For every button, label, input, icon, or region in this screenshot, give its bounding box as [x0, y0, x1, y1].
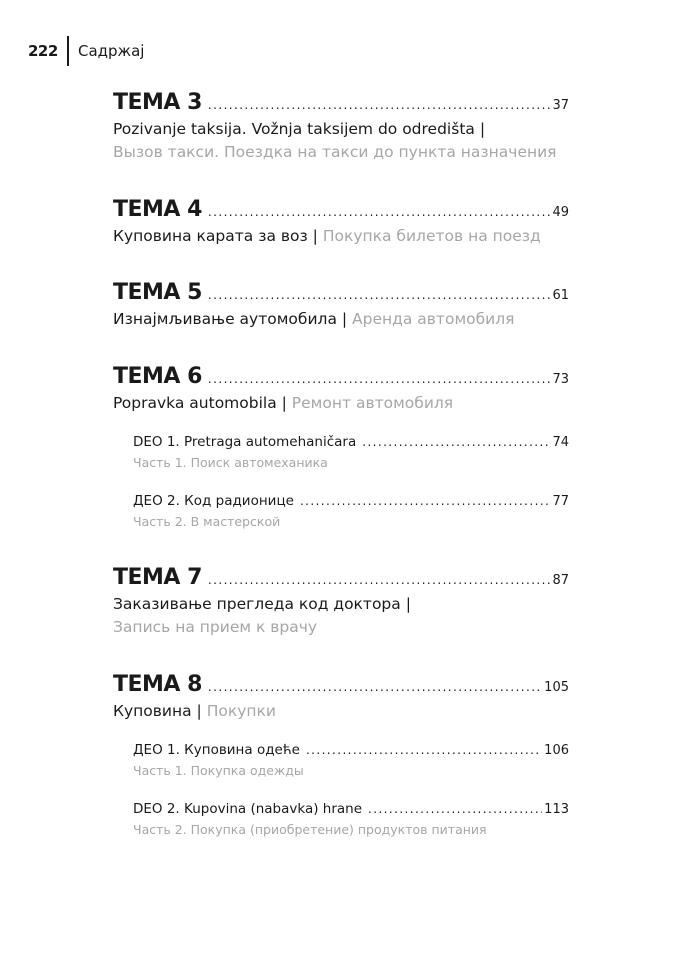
toc-entry-tema-4[interactable]	[113, 197, 569, 222]
header-title: Садржај	[78, 42, 145, 60]
page-ref: 87	[552, 573, 569, 588]
desc-russian: Ремонт автомобиля	[291, 394, 454, 412]
part-title: DEO 1. Pretraga automehaničara	[133, 434, 357, 450]
page-ref: 73	[552, 372, 569, 387]
desc-serbian: Куповина карата за воз |	[113, 227, 318, 245]
toc-entry-tema-7[interactable]	[113, 565, 569, 590]
desc-serbian: Заказивање прегледа код доктора |	[113, 595, 411, 613]
desc-russian: Запись на прием к врачу	[113, 618, 318, 636]
page-ref: 105	[544, 680, 569, 695]
desc-russian: Вызов такси. Поездка на такси до пункта назначения	[113, 143, 557, 161]
theme-description	[113, 700, 573, 723]
dot-leader	[208, 288, 551, 302]
toc-entry-tema-8[interactable]	[113, 672, 569, 697]
theme-description	[113, 392, 573, 415]
toc-entry-tema-5[interactable]	[113, 280, 569, 305]
theme-description	[113, 118, 573, 164]
part-russian: Часть 2. В мастерской	[133, 514, 281, 529]
toc-entry-tema-3[interactable]	[113, 90, 569, 115]
dot-leader	[300, 494, 551, 508]
desc-serbian: Куповина |	[113, 702, 202, 720]
theme-description	[113, 308, 573, 331]
page-ref: 49	[552, 205, 569, 220]
dot-leader	[368, 802, 542, 816]
part-russian: Часть 2. Покупка (приобретение) продуктов питания	[133, 822, 487, 837]
page-number: 222	[28, 42, 58, 60]
dot-leader	[208, 372, 551, 386]
theme-description	[113, 593, 573, 639]
toc-subentry-deo-1[interactable]	[133, 742, 569, 758]
theme-title: TEMA 6	[113, 364, 202, 389]
header-divider	[67, 36, 69, 66]
desc-serbian: Изнајмљивање аутомобила |	[113, 310, 348, 328]
page-ref: 113	[544, 802, 569, 817]
desc-russian: Покупка билетов на поезд	[322, 227, 541, 245]
dot-leader	[306, 743, 542, 757]
desc-russian: Покупки	[206, 702, 276, 720]
dot-leader	[362, 435, 550, 449]
theme-title: TEMA 3	[113, 90, 202, 115]
page-ref: 106	[544, 743, 569, 758]
part-russian: Часть 1. Поиск автомеханика	[133, 455, 328, 470]
desc-russian: Аренда автомобиля	[352, 310, 515, 328]
desc-serbian: Pozivanje taksija. Vožnja taksijem do odredišta |	[113, 120, 486, 138]
theme-title: TEMA 8	[113, 672, 202, 697]
dot-leader	[208, 573, 551, 587]
page-ref: 77	[552, 494, 569, 509]
part-title: ДЕО 1. Куповина одеће	[133, 742, 300, 758]
theme-title: TEMA 4	[113, 197, 202, 222]
part-title: ДЕО 2. Код радионице	[133, 493, 294, 509]
theme-title: TEMA 7	[113, 565, 202, 590]
toc-entry-tema-6[interactable]	[113, 364, 569, 389]
desc-serbian: Popravka automobila |	[113, 394, 287, 412]
theme-title: TEMA 5	[113, 280, 202, 305]
page-ref: 74	[552, 435, 569, 450]
toc-subentry-deo-1[interactable]	[133, 434, 569, 450]
dot-leader	[208, 680, 542, 694]
page-ref: 37	[552, 98, 569, 113]
page-ref: 61	[552, 288, 569, 303]
dot-leader	[208, 205, 551, 219]
theme-description	[113, 225, 573, 248]
part-title: DEO 2. Kupovina (nabavka) hrane	[133, 801, 363, 817]
toc-subentry-deo-2[interactable]	[133, 801, 569, 817]
toc-subentry-deo-2[interactable]	[133, 493, 569, 509]
part-russian: Часть 1. Покупка одежды	[133, 763, 304, 778]
dot-leader	[208, 98, 551, 112]
